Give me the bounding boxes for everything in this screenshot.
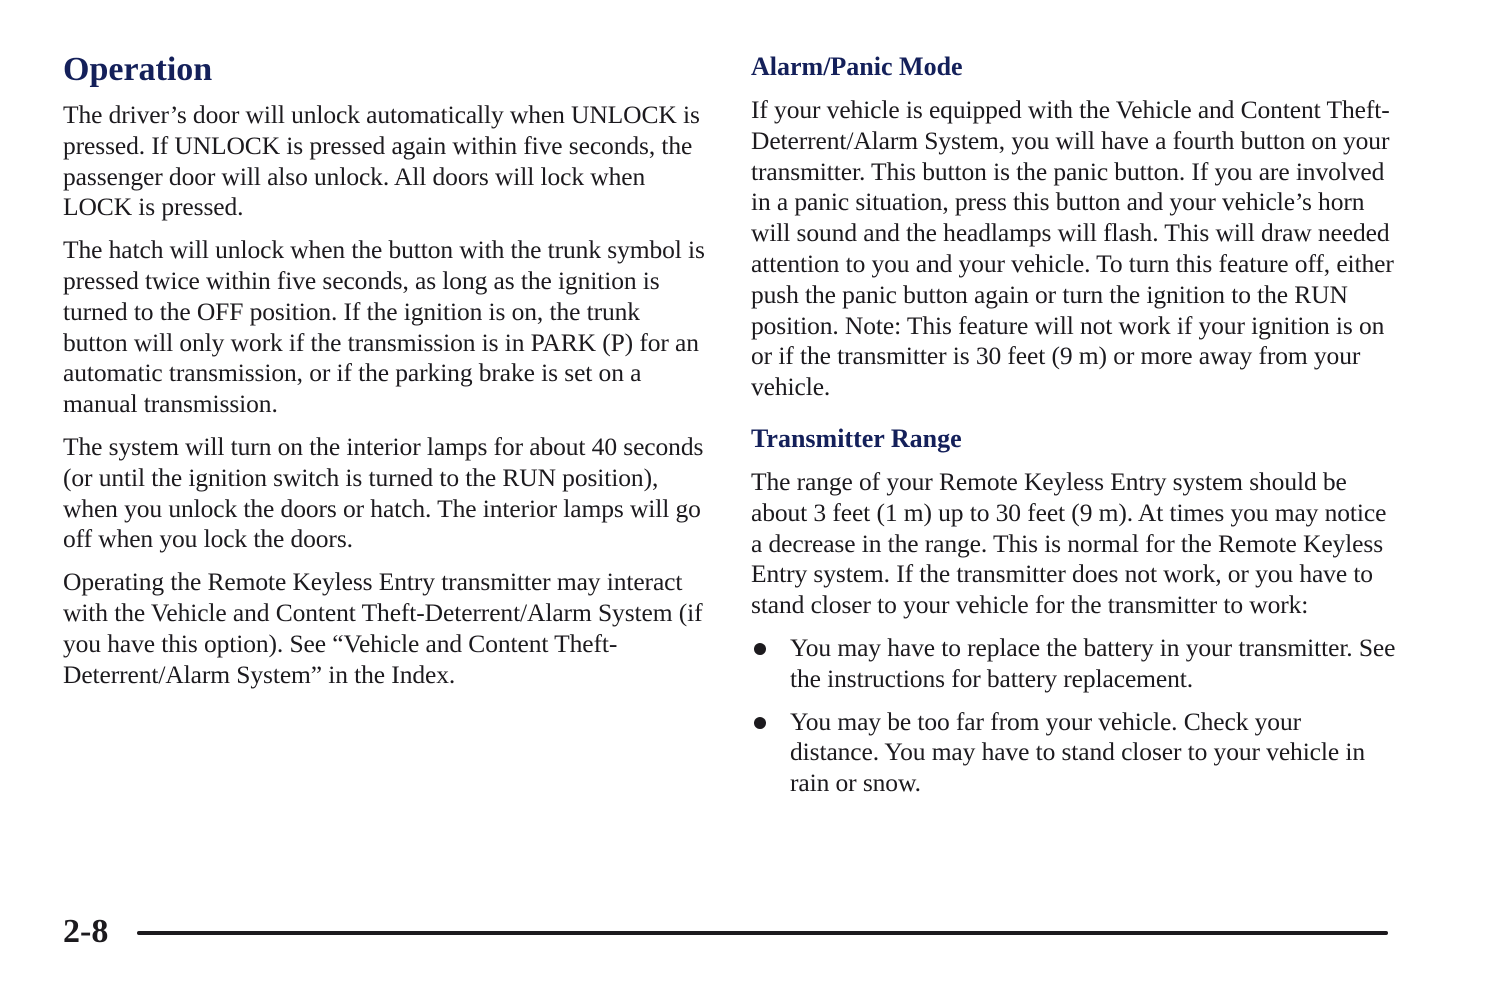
bullet-icon [754,717,766,729]
footer-rule [137,931,1388,935]
bullet-icon [754,643,766,655]
list-item [751,707,1396,799]
bullet-text: You may have to replace the battery in your transmitter. See the instructions for battery replacement. [790,632,1396,693]
page-number: 2-8 [63,913,109,950]
left-column [63,50,708,702]
alarm-panic-paragraph: If your vehicle is equipped with the Vehicle and Content Theft-Deterrent/Alarm System, you will have a fourth button on your transmitter. This button is the panic button. If you are involved in a panic situation, press this button and your vehicle’s horn will sound and the headlamps will flash. This will draw needed attention to you and your vehicle. To turn this feature off, either push the panic button again or turn the ignition to the RUN position. Note: This feature will not work if your ignition is on or if the transmitter is 30 feet (9 m) or more away from your vehicle. [751,95,1394,402]
operation-paragraph-4: Operating the Remote Keyless Entry transmitter may interact with the Vehicle and Content Theft-Deterrent/Alarm System (if you have this option). See “Vehicle and Content Theft-Deterrent/Alarm System” in the Index. [63,567,703,689]
page-footer [63,912,1388,952]
bullet-list [751,633,1396,799]
right-column [751,50,1396,811]
transmitter-range-paragraph: The range of your Remote Keyless Entry system should be about 3 feet (1 m) up to 30 feet (9 m). At times you may notice a decrease in the range. This is normal for the Remote Keyless Entry system. If the transmitter does not work, or you have to stand closer to your vehicle for the transmitter to work: [751,466,1387,620]
operation-heading: Operation [63,51,213,88]
operation-paragraph-2: The hatch will unlock when the button with the trunk symbol is pressed twice within five seconds, as long as the ignition is turned to the OFF position. If the ignition is on, the trunk button will only work if the transmission is in PARK (P) for an automatic transmission, or if the parking brake is set on a manual transmission. [63,235,705,419]
alarm-panic-heading: Alarm/Panic Mode [751,52,963,81]
transmitter-range-heading: Transmitter Range [751,423,962,453]
operation-paragraph-1: The driver’s door will unlock automatically when UNLOCK is pressed. If UNLOCK is pressed again within five seconds, the passenger door will also unlock. All doors will lock when LOCK is pressed. [63,100,700,222]
bullet-text: You may be too far from your vehicle. Check your distance. You may have to stand closer to your vehicle in rain or snow. [790,706,1366,798]
operation-paragraph-3: The system will turn on the interior lamps for about 40 seconds (or until the ignition switch is turned to the RUN position), when you unlock the doors or hatch. The interior lamps will go off when you lock the doors. [63,431,704,554]
list-item [751,633,1396,695]
